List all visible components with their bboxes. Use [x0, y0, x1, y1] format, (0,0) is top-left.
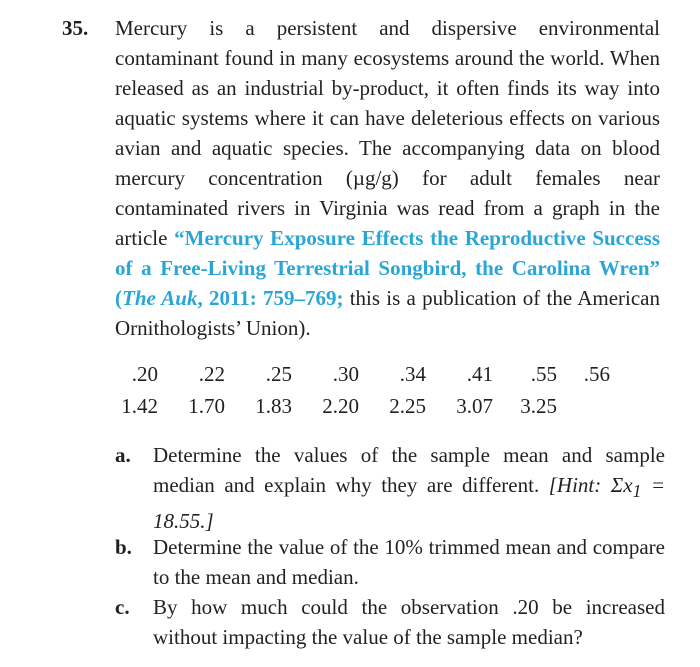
statement-intro: Mercury is a persistent and dispersive environmental contaminant found in many ecosystems around the world. When released as an industrial by-product, it often finds its way into aquatic systems where it can have deleterious effects on various avian and aquatic species. The accompanying data on blood mercury concentration (µg/g) for adult females near contaminated rivers in Virginia was read from a graph in the article: [115, 16, 660, 250]
data-value: .30: [332, 362, 359, 386]
data-value: .22: [198, 362, 225, 386]
part-text: Determine the value of the 10% trimmed mean and compare to the mean and median.: [153, 535, 665, 589]
data-value: 3.07: [456, 394, 493, 418]
problem-number: 35.: [62, 16, 89, 40]
hint-subscript: 1: [632, 481, 642, 502]
citation-open-paren: (: [115, 286, 122, 310]
part-c: [115, 592, 665, 652]
part-label: b.: [115, 535, 132, 559]
data-row: [115, 362, 635, 394]
data-table: [115, 362, 635, 426]
problem-statement: [115, 13, 660, 343]
data-value: 3.25: [520, 394, 557, 418]
data-value: 1.70: [188, 394, 225, 418]
article-title: “Mercury Exposure Effects the Reproductive Success of a Free-Living Terrestrial Songbird, the Carolina Wren”: [115, 226, 660, 280]
data-value: .34: [399, 362, 426, 386]
data-value: .25: [265, 362, 292, 386]
part-a: [115, 440, 665, 536]
hint-value: = 18.55.]: [153, 473, 666, 534]
data-value: 2.25: [389, 394, 426, 418]
data-value: .56: [583, 362, 610, 386]
data-value: .20: [131, 362, 158, 386]
part-question: Determine the values of the sample mean and sample median and explain why they are different.: [153, 443, 665, 497]
data-value: 1.83: [255, 394, 292, 418]
part-text: [153, 440, 665, 536]
hint-text: [Hint: Σx: [548, 473, 633, 497]
citation-pages: , 2011: 759–769;: [197, 286, 344, 310]
statement-outro: this is a publication of the American Ornithologists’ Union).: [115, 286, 661, 340]
data-value: .55: [530, 362, 557, 386]
data-value: 2.20: [322, 394, 359, 418]
part-label: a.: [115, 443, 131, 467]
journal-name: The Auk: [122, 286, 198, 310]
data-row: [115, 394, 635, 426]
part-text: By how much could the observation .20 be increased without impacting the value of the sample median?: [153, 595, 665, 649]
data-value: 1.42: [121, 394, 158, 418]
data-value: .41: [466, 362, 493, 386]
part-label: c.: [115, 595, 130, 619]
part-b: [115, 532, 665, 592]
